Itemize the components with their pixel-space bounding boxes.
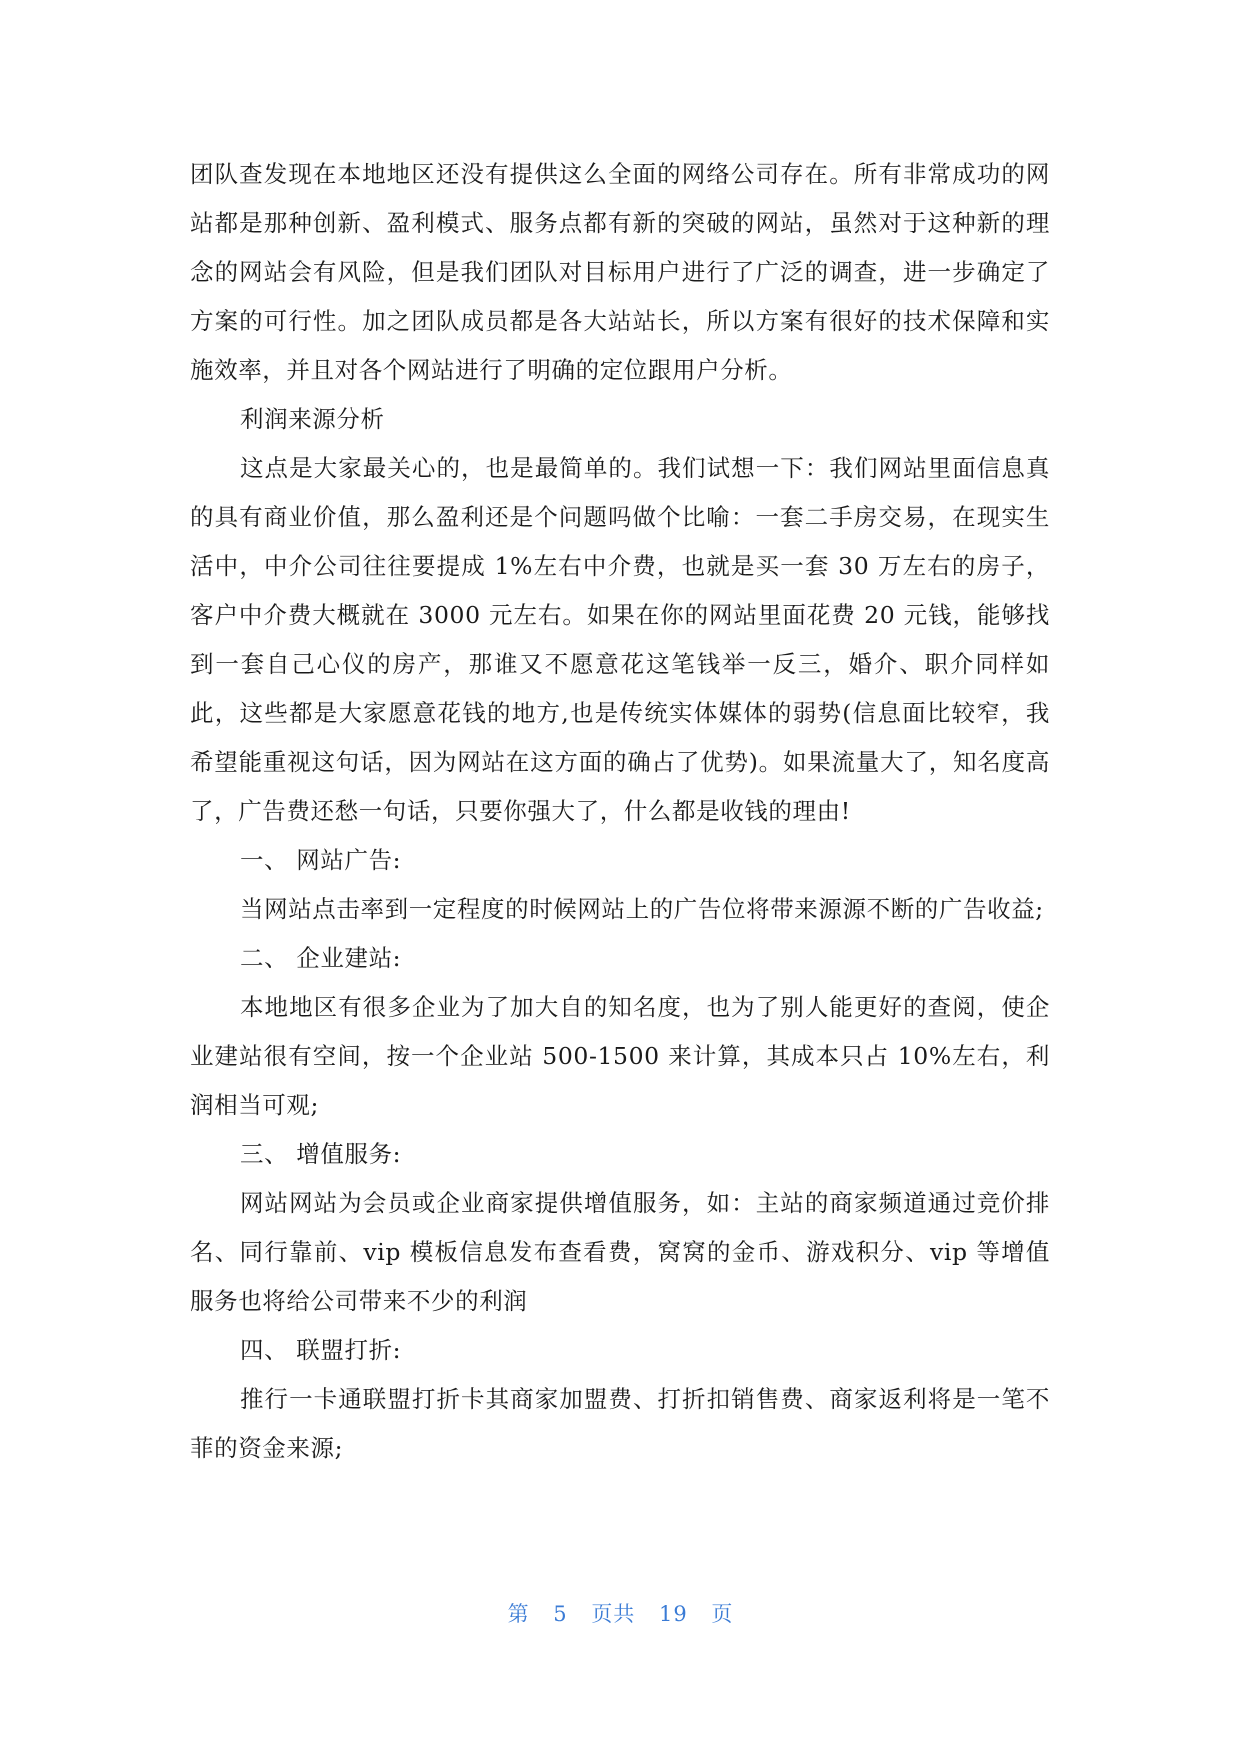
paragraph-enterprise-sites: 本地地区有很多企业为了加大自的知名度，也为了别人能更好的查阅，使企业建站很有空间，按一个企业站 500-1500 来计算，其成本只占 10%左右，利润相当可观;: [190, 993, 1050, 1119]
footer-suffix: 页: [711, 1602, 734, 1626]
paragraph-website-ads: 当网站点击率到一定程度的时候网站上的广告位将带来源源不断的广告收益;: [240, 895, 1044, 923]
paragraph-team-research: 团队查发现在本地地区还没有提供这么全面的网络公司存在。所有非常成功的网站都是那种创新、盈利模式、服务点都有新的突破的网站，虽然对于这种新的理念的网站会有风险，但是我们团队对目标用户进行了广泛的调查，进一步确定了方案的可行性。加之团队成员都是各大站站长，所以方案有很好的技术保障和实施效率，并且对各个网站进行了明确的定位跟用户分析。: [190, 160, 1050, 384]
paragraph-profit-analysis: 这点是大家最关心的，也是最简单的。我们试想一下：我们网站里面信息真的具有商业价值，那么盈利还是个问题吗做个比喻：一套二手房交易，在现实生活中，中介公司往往要提成 1%左右中介费，也就是买一套 30 万左右的房子，客户中介费大概就在 3000 元左右。如果在你的网站里面花费 20 元钱，能够找到一套自己心仪的房产，那谁又不愿意花这笔钱举一反三，婚介、职介同样如此，这些都是大家愿意花钱的地方,也是传统实体媒体的弱势(信息面比较窄，我希望能重视这句话，因为网站在这方面的确占了优势)。如果流量大了，知名度高了，广告费还愁一句话，只要你强大了，什么都是收钱的理由!: [190, 454, 1050, 825]
paragraph-value-added-services: 网站网站为会员或企业商家提供增值服务，如：主站的商家频道通过竞价排名、同行靠前、vip 模板信息发布查看费，窝窝的金币、游戏积分、vip 等增值服务也将给公司带来不少的利润: [190, 1189, 1050, 1315]
heading-value-added-services: 三、 增值服务:: [240, 1140, 402, 1168]
footer-current-page: 5: [553, 1602, 568, 1626]
footer-middle: 页共: [591, 1602, 636, 1626]
document-body: [190, 150, 1050, 1473]
paragraph-alliance-discount: 推行一卡通联盟打折卡其商家加盟费、打折扣销售费、商家返利将是一笔不菲的资金来源;: [190, 1385, 1050, 1462]
heading-alliance-discount: 四、 联盟打折:: [240, 1336, 402, 1364]
footer-prefix: 第: [507, 1602, 530, 1626]
footer-total-pages: 19: [659, 1602, 688, 1626]
heading-enterprise-sites: 二、 企业建站:: [240, 944, 402, 972]
heading-profit-source: 利润来源分析: [240, 405, 385, 433]
heading-website-ads: 一、 网站广告:: [240, 846, 402, 874]
page-footer: [0, 1598, 1241, 1628]
